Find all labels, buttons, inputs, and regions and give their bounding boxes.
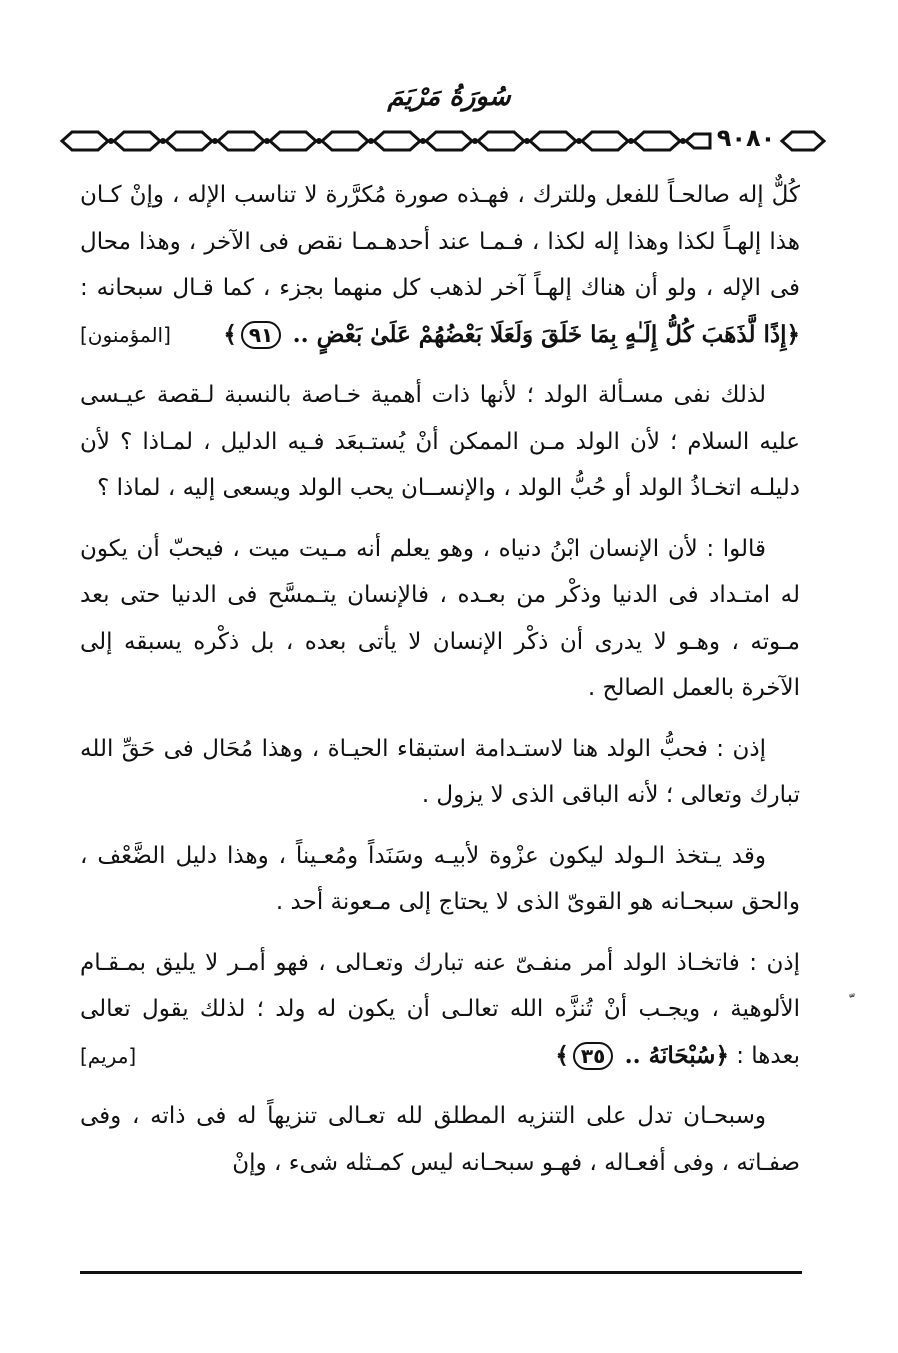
surah-reference: [المؤمنون] — [80, 322, 171, 347]
paragraph-3: قالوا : لأن الإنسان ابْنُ دنياه ، وهو يعلم أنه مـيت ميت ، فيحبّ أن يكون له امتـداد فى الدنيا وذكْر من بعـده ، فالإنسان يتـمسَّح فى الدنيا حتى بعد مـوته ، وهـو لا يدرى أن ذكْر الإنسان لا يأتى بعده ، بل ذكْره يسبقه إلى الآخرة بالعمل الصالح . — [80, 535, 800, 701]
ornament-border — [58, 126, 714, 156]
paragraph-1 — [80, 172, 800, 358]
page-body — [80, 172, 800, 1200]
paragraph-2: لذلك نفى مسـألة الولد ؛ لأنها ذات أهمية خـاصة بالنسبة لـقصة عيـسى عليه السلام ؛ لأن الولد مـن الممكن أنْ يُستـبعَد فـيه الدليل ، لمـاذا ؟ لأن دليلـه اتخـاذُ الولد أو حُبُّ الولد ، والإنســان يحب الولد ويسعى إليه ، لماذا ؟ — [80, 382, 800, 501]
paragraph-text: كُلٌّ إله صالحـاً للفعل وللترك ، فهـذه صورة مُكرَّرة لا تناسب الإله ، وإنْ كـان هذا إلهـاً لكذا وهذا إله لكذا ، فـمـا عند أحدهـمـا نقص فى الآخر ، وهذا محال فى الإله ، ولو أن هناك إلهـاً آخر لذهب كل منهما بجزء ، كما قـال سبحانه : — [80, 182, 800, 301]
quran-open-bracket: ﴿ — [786, 320, 800, 348]
quran-verse: سُبْحَانَهُ .. — [624, 1041, 716, 1069]
paragraph-text: إذن : فاتخـاذ الولد أمر منفـىّ عنه تبارك وتعـالى ، فهو أمـر لا يليق بمـقـام الألوهية ، ويجـب أنْ تُنزَّه الله تعالـى أن يكون له ولد ؛ لذلك يقول تعالى بعدها : — [80, 949, 800, 1069]
paragraph-7: وسبحـان تدل على التنزيه المطلق لله تعـالى تنزيهاً له فى ذاته ، وفى صفـاته ، وفى أفعـاله ، فهـو سبحـانه ليس كمـثله شىء ، وإنْ — [80, 1103, 800, 1176]
paragraph-5: وقد يـتخذ الـولد ليكون عزْوة لأبيـه وسَنَداً ومُعـيناً ، وهذا دليل الضَّعْف ، والحق سبحـانه هو القوىّ الذى لا يحتاج إلى مـعونة أحد . — [80, 842, 800, 915]
quran-close-bracket: ﴾ — [555, 1041, 569, 1069]
quran-open-bracket: ﴿ — [715, 1041, 729, 1069]
ornament-end-cap — [778, 128, 828, 154]
footer-rule — [80, 1271, 802, 1274]
surah-reference: [مريم] — [80, 1043, 137, 1068]
quran-close-bracket: ﴾ — [223, 320, 237, 348]
quran-verse: إِذًا لَّذَهَبَ كُلُّ إِلَـٰهٍ بِمَا خَلَقَ وَلَعَلَا بَعْضُهُمْ عَلَىٰ بَعْضٍ .. — [292, 320, 787, 348]
ayah-number-badge: ٣٥ — [573, 1042, 613, 1070]
ayah-number-badge: ٩١ — [241, 321, 281, 349]
surah-header-title: سُورَةُ مَرْيَمَ — [387, 82, 511, 112]
paragraph-6 — [80, 940, 800, 1080]
paragraph-4: إذن : فحبُّ الولد هنا لاستـدامة استبقاء الحيـاة ، وهذا مُحَال فى حَقِّ الله تبارك وتعالى ؛ لأنه الباقى الذى لا يزول . — [80, 735, 800, 808]
page-number: ٩٠٨٠ — [716, 124, 776, 152]
